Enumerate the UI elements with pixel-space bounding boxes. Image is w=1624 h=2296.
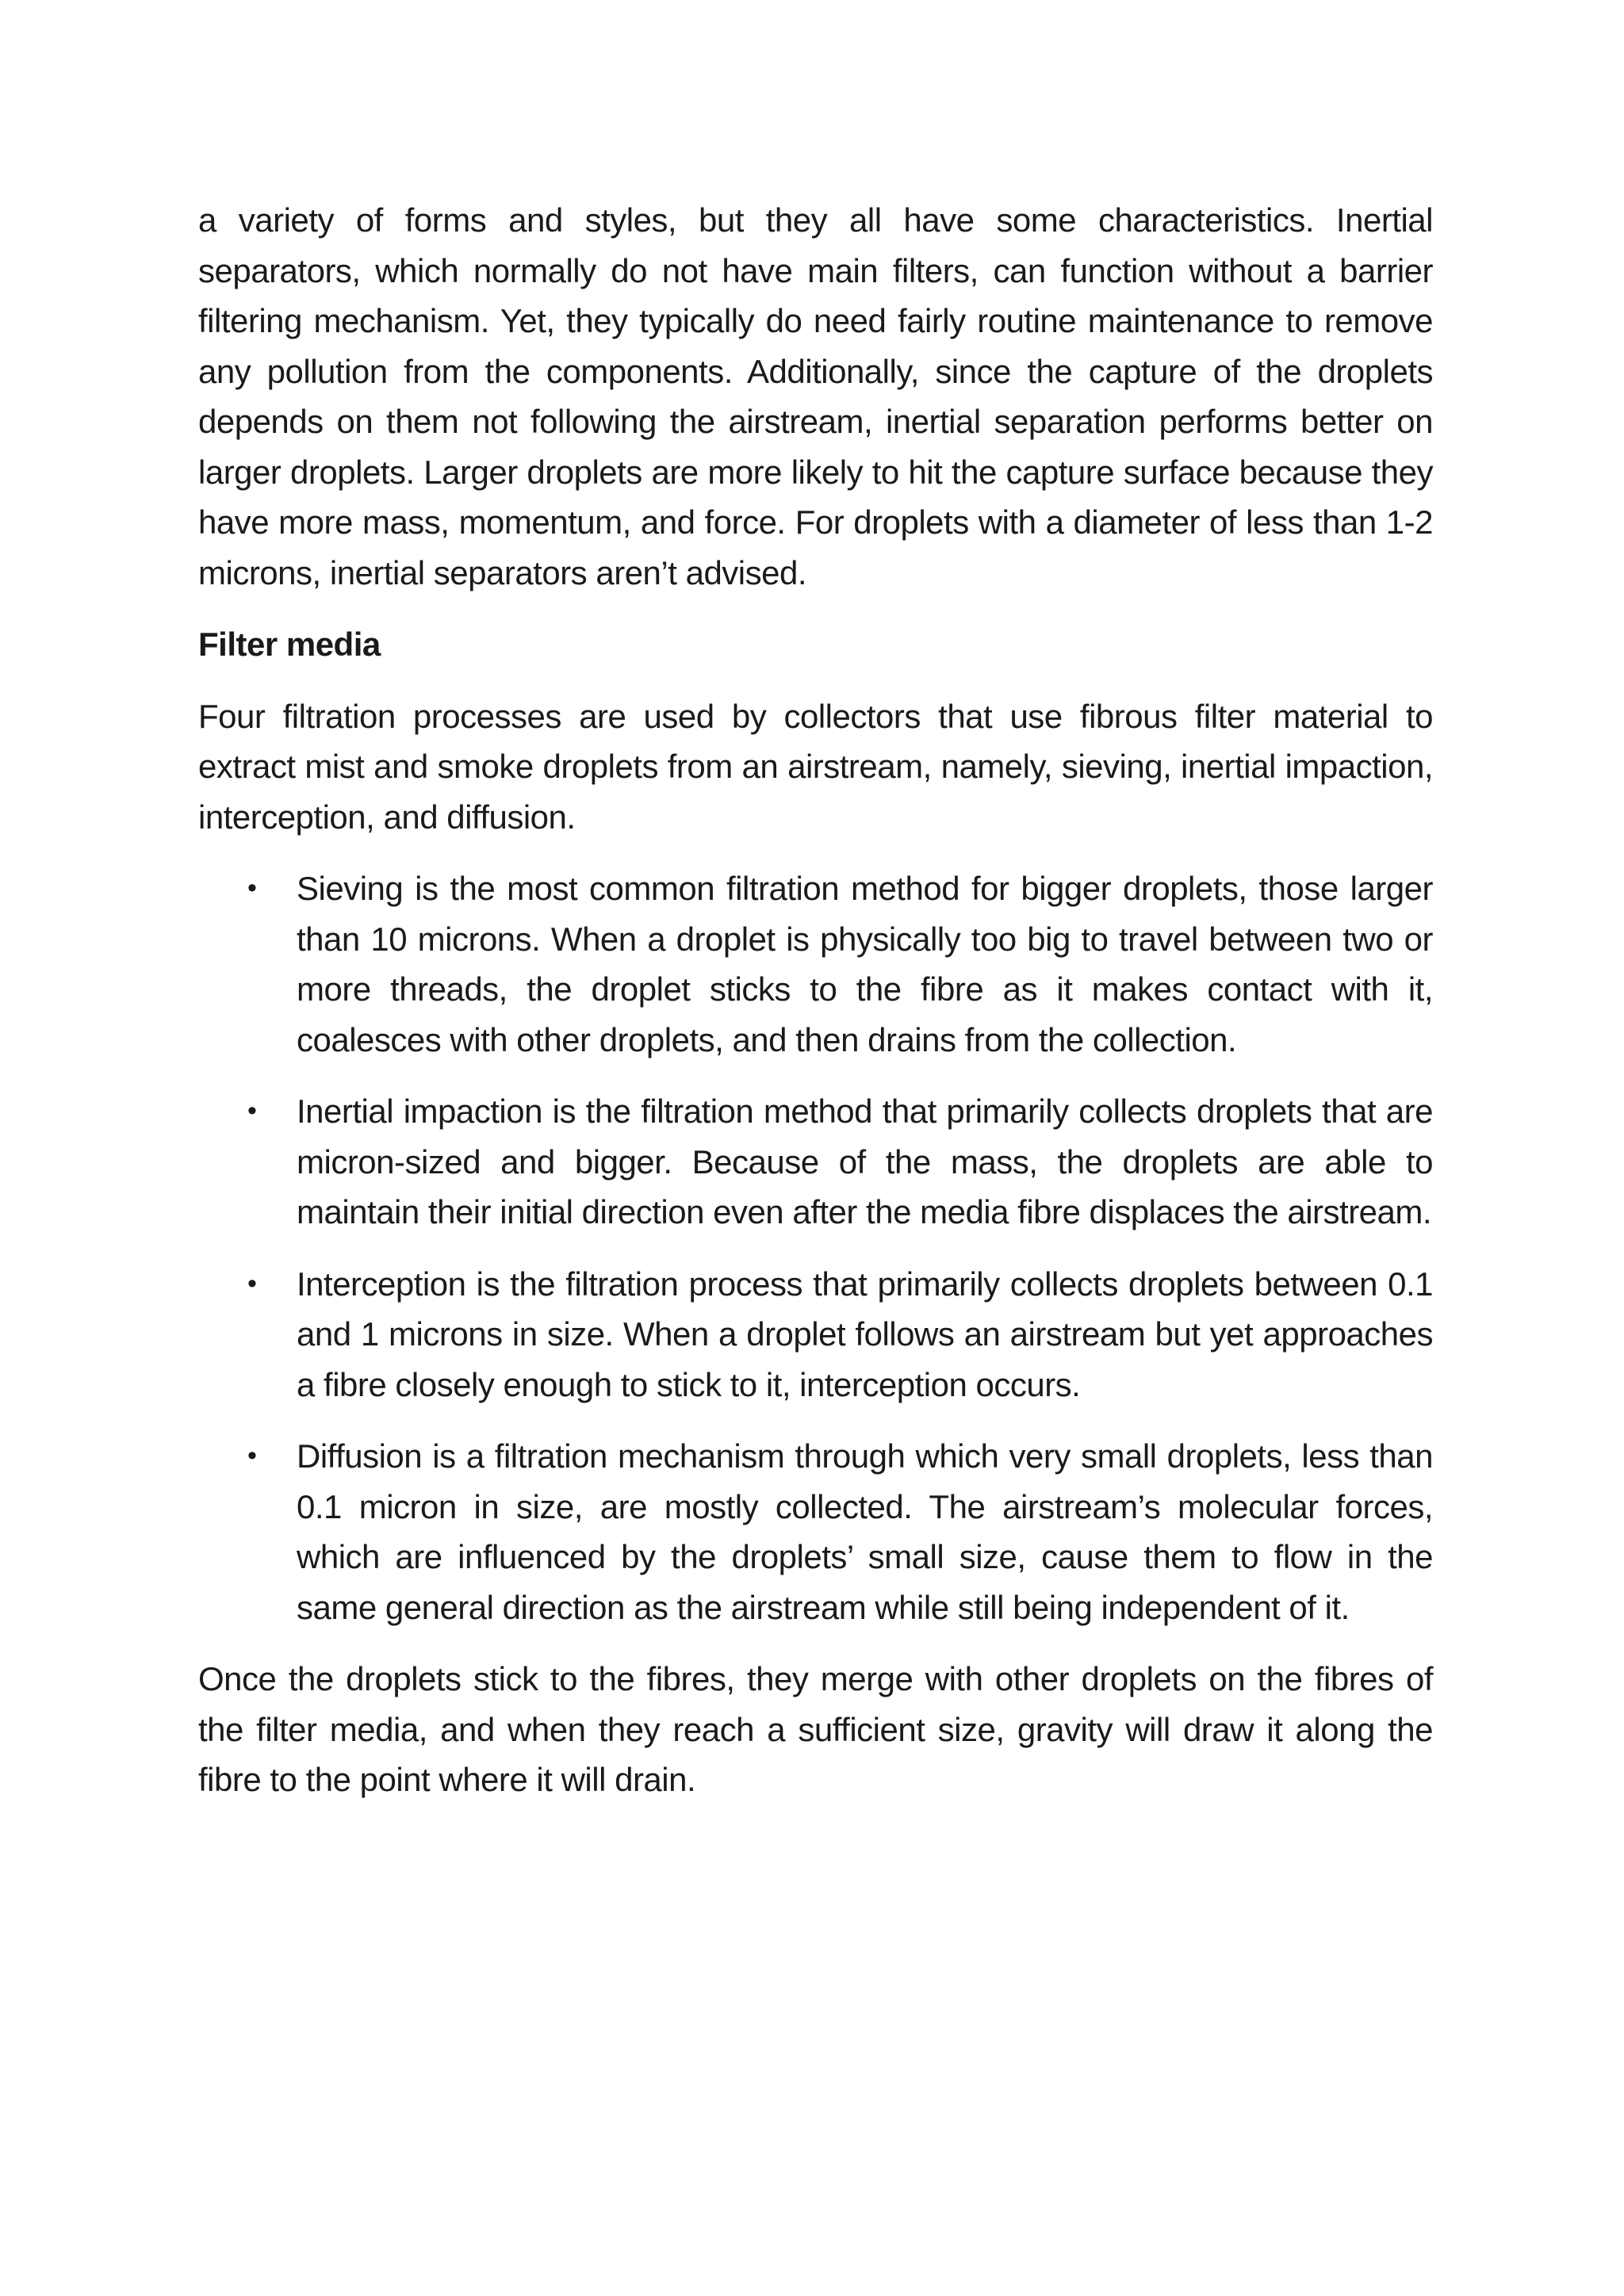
list-item-text: Sieving is the most common filtration method for bigger droplets, those larger than 10 microns. When a droplet is physically too big to travel between two or more threads, the droplet sticks to the fibre as it makes contact with it, coalesces with other droplets, and then drains from the collection. <box>297 870 1433 1058</box>
document-page <box>198 195 1433 1805</box>
list-item-interception <box>198 1259 1433 1410</box>
bullet-icon: • <box>247 1268 257 1299</box>
lead-paragraph: Four filtration processes are used by collectors that use fibrous filter material to extract mist and smoke droplets from an airstream, namely, sieving, inertial impaction, interception, and diffusion. <box>198 697 1433 836</box>
list-item-text: Inertial impaction is the filtration method that primarily collects droplets that are micron-sized and bigger. Because of the mass, the droplets are able to maintain their initial direction even after the media fibre displaces the airstream. <box>297 1093 1433 1230</box>
list-item-sieving <box>198 863 1433 1065</box>
closing-paragraph: Once the droplets stick to the fibres, they merge with other droplets on the fibres of the filter media, and when they reach a sufficient size, gravity will draw it along the fibre to the point where it will drain. <box>198 1660 1433 1798</box>
bullet-icon: • <box>247 1441 257 1471</box>
intro-paragraph: a variety of forms and styles, but they all have some characteristics. Inertial separators, which normally do not have main filters, can function without a barrier filtering mechanism. Yet, they typically do need fairly routine maintenance to remove any pollution from the components. Additionally, since the capture of the droplets depends on them not following the airstream, inertial separation performs better on larger droplets. Larger droplets are more likely to hit the capture surface because they have more mass, momentum, and force. For droplets with a diameter of less than 1-2 microns, inertial separators aren’t advised. <box>198 201 1433 591</box>
filtration-process-list <box>198 863 1433 1632</box>
section-heading: Filter media <box>198 626 381 663</box>
list-item-inertial-impaction <box>198 1086 1433 1238</box>
list-item-text: Interception is the filtration process that primarily collects droplets between 0.1 and 1 microns in size. When a droplet follows an airstream but yet approaches a fibre closely enough to stick to it, interception occurs. <box>297 1265 1433 1403</box>
bullet-icon: • <box>247 873 257 903</box>
bullet-icon: • <box>247 1096 257 1126</box>
list-item-text: Diffusion is a filtration mechanism through which very small droplets, less than 0.1 micron in size, are mostly collected. The airstream’s molecular forces, which are influenced by the droplets’ small size, cause them to flow in the same general direction as the airstream while still being independent of it. <box>297 1437 1433 1626</box>
list-item-diffusion <box>198 1431 1433 1632</box>
